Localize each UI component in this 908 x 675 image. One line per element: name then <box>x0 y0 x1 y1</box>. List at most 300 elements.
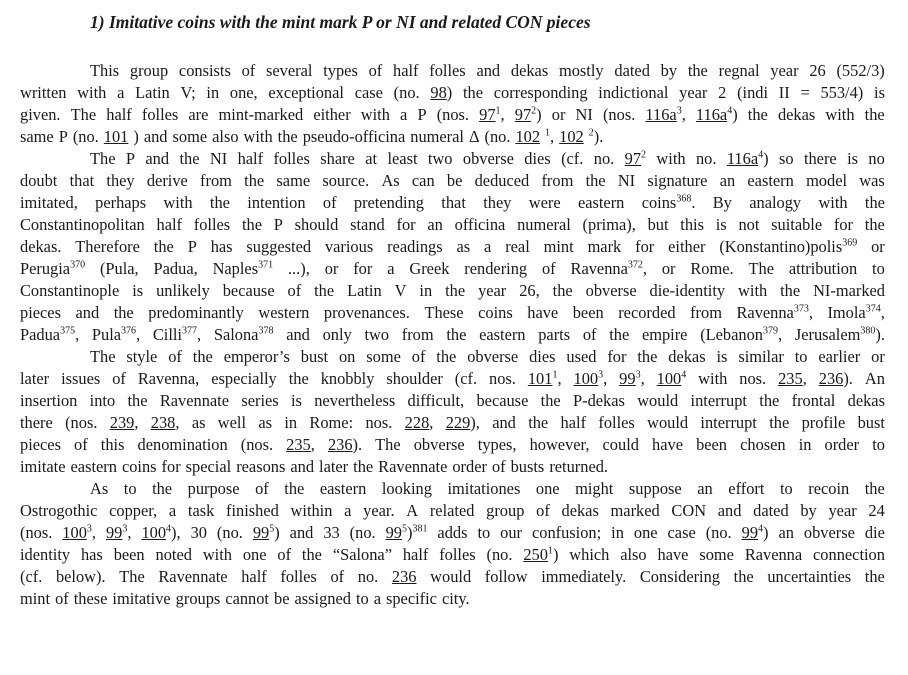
word: = <box>800 83 810 102</box>
catalogue-ref: 235 <box>778 369 803 388</box>
word: the <box>540 391 561 410</box>
word: within <box>290 501 333 520</box>
word: eastern <box>319 479 367 498</box>
word: of <box>287 281 302 300</box>
word: 235, <box>286 435 315 454</box>
word: the <box>244 171 265 190</box>
word: types, <box>477 435 517 454</box>
word: the <box>353 457 374 476</box>
catalogue-ref: 99 <box>385 523 402 542</box>
catalogue-ref: 100 <box>573 369 599 388</box>
word: nos. <box>489 369 516 388</box>
word: regnal <box>718 61 760 80</box>
word: emperor’s <box>223 347 290 366</box>
text-line <box>20 324 885 346</box>
word: Salona$^{378}$ <box>213 325 274 344</box>
word: in <box>206 83 220 102</box>
superscript: 1 <box>552 369 558 381</box>
word: Ravennate <box>159 391 230 410</box>
catalogue-ref: 98 <box>430 83 447 102</box>
word: cannot <box>225 589 269 608</box>
word: the <box>436 347 457 366</box>
word: By <box>712 193 732 212</box>
word: Greek <box>409 259 450 278</box>
word: is <box>715 215 727 234</box>
superscript: 4 <box>758 149 764 161</box>
word: into <box>89 391 116 410</box>
word: suppose <box>628 479 682 498</box>
word: mark <box>587 237 622 256</box>
word: As <box>90 479 109 498</box>
word: 33 <box>323 523 340 542</box>
word: by <box>800 501 817 520</box>
superscript: 5 <box>269 523 275 535</box>
body-text <box>20 60 885 610</box>
word: obverse <box>585 281 637 300</box>
word: (no. <box>72 127 99 146</box>
word: corresponding <box>493 83 588 102</box>
catalogue-ref: 102 <box>559 127 584 146</box>
catalogue-ref: 116a <box>695 105 728 124</box>
word: issues <box>61 369 101 388</box>
word: the <box>733 567 754 586</box>
word: special <box>185 457 232 476</box>
word: for <box>396 215 416 234</box>
word: later <box>20 369 50 388</box>
word: $99^5$) <box>252 523 280 542</box>
word: of <box>112 369 126 388</box>
word: of <box>277 545 292 564</box>
word: P <box>58 127 68 146</box>
superscript: 1 <box>545 127 551 139</box>
word: for <box>607 347 627 366</box>
word: Perugia$^{370}$ <box>20 259 86 278</box>
word: might <box>575 479 614 498</box>
superscript: 3 <box>86 523 92 535</box>
word: die-identity <box>649 281 726 300</box>
word: noted <box>155 545 192 564</box>
word: the <box>113 303 134 322</box>
word: P-dekas <box>573 391 625 410</box>
word: suitable <box>771 215 823 234</box>
word: obverse <box>413 435 465 454</box>
catalogue-ref: 100 <box>656 369 682 388</box>
word: imitative <box>112 589 171 608</box>
word: coins$^{368}$. <box>641 193 696 212</box>
word: been <box>696 435 728 454</box>
word: least <box>387 149 418 168</box>
word: dated <box>753 501 789 520</box>
word: which <box>569 545 610 564</box>
word: The <box>748 259 774 278</box>
word: were <box>528 193 561 212</box>
superscript: 3 <box>122 523 128 535</box>
word: Latin <box>135 83 170 102</box>
text-line <box>20 566 885 588</box>
word: has <box>210 237 233 256</box>
superscript: 379 <box>763 325 778 337</box>
word: have <box>527 303 559 322</box>
word: have <box>657 545 689 564</box>
word: of <box>241 61 256 80</box>
word: in <box>419 281 433 300</box>
word: is <box>874 83 885 102</box>
word: stand <box>350 215 385 234</box>
word: immediately. <box>541 567 627 586</box>
word: Δ <box>468 127 480 146</box>
word: coins <box>478 303 513 322</box>
word: but <box>647 215 669 234</box>
word: P <box>273 215 283 234</box>
word: there <box>20 413 53 432</box>
word: imitationes <box>447 479 521 498</box>
word: order <box>452 457 487 476</box>
word: the <box>301 545 322 564</box>
word: V; <box>180 83 196 102</box>
word: Naples$^{371}$ <box>212 259 274 278</box>
word: rendering <box>464 259 528 278</box>
word: of <box>55 589 69 608</box>
word: follow <box>484 567 528 586</box>
word: This <box>90 61 120 80</box>
catalogue-ref: 228 <box>404 413 430 432</box>
word: from <box>200 171 232 190</box>
word: the <box>179 149 200 168</box>
word: dies <box>529 347 556 366</box>
word: Ravennate <box>158 567 228 586</box>
word: would <box>647 413 689 432</box>
word: of <box>536 501 550 520</box>
catalogue-ref: 236 <box>327 435 353 454</box>
word: of <box>411 347 426 366</box>
word: confusion; <box>531 523 602 542</box>
word: style <box>126 347 158 366</box>
section-heading: 1) Imitative coins with the mint mark P or NI and related CON pieces <box>90 12 591 32</box>
superscript: 3 <box>598 369 604 381</box>
word: and <box>75 303 100 322</box>
text-line <box>20 544 885 566</box>
word: Ravennate <box>378 457 448 476</box>
text-line <box>20 280 885 302</box>
word: dekas <box>668 347 706 366</box>
word: copper, <box>109 501 158 520</box>
word: two <box>427 149 453 168</box>
word: frontal <box>791 391 836 410</box>
word: task <box>187 501 215 520</box>
word: was <box>859 171 885 190</box>
word: half <box>560 413 587 432</box>
word: this <box>100 435 125 454</box>
word: and <box>289 523 314 542</box>
superscript: 372 <box>627 259 643 271</box>
word: Ravenna$^{373}$, <box>736 303 813 322</box>
word: at <box>365 149 378 168</box>
word: the <box>864 567 885 586</box>
word: real <box>505 237 530 256</box>
word: folles <box>598 413 635 432</box>
word: well <box>217 413 247 432</box>
word: they <box>106 171 135 190</box>
word: (Lebanon$^{379}$, <box>700 325 783 344</box>
word: $100^3$, <box>62 523 96 542</box>
word: (no. <box>349 523 376 542</box>
word: a <box>387 259 395 278</box>
word: (indi <box>737 83 769 102</box>
word: Constantinople <box>20 281 120 300</box>
word: to <box>355 589 369 608</box>
word: (cf. <box>561 149 584 168</box>
catalogue-ref: 97 <box>514 105 532 124</box>
catalogue-ref: 229 <box>445 413 471 432</box>
word: 26, <box>519 281 540 300</box>
word: and <box>290 457 315 476</box>
word: in <box>284 413 298 432</box>
text-line <box>20 346 885 368</box>
word: difficult, <box>407 391 465 410</box>
word: for <box>833 215 854 234</box>
word: doubt <box>20 171 58 190</box>
word: this <box>680 215 704 234</box>
word: western <box>258 303 310 322</box>
word: Jerusalem$^{380}$). <box>794 325 885 344</box>
word: because <box>476 391 529 410</box>
word: folles <box>273 149 310 168</box>
word: (nos. <box>240 435 274 454</box>
word: the <box>127 391 148 410</box>
word: (Konstantino)polis$^{369}$ <box>719 237 858 256</box>
text-line <box>20 500 885 522</box>
word: Rome: <box>309 413 354 432</box>
word: nevertheless <box>314 391 396 410</box>
word: group <box>129 61 169 80</box>
word: $100^3$, <box>573 369 608 388</box>
word: half <box>237 149 264 168</box>
word: the <box>209 193 230 212</box>
word: unlikely <box>156 281 210 300</box>
word: purpose <box>187 479 240 498</box>
word: imitated, <box>20 193 78 212</box>
text-line <box>20 60 885 82</box>
word: series <box>241 391 279 410</box>
word: order <box>824 435 860 454</box>
word: from <box>690 303 722 322</box>
word: $99^3$, <box>619 369 645 388</box>
word: one <box>633 523 658 542</box>
word: interrupt <box>700 413 757 432</box>
word: similar <box>738 347 784 366</box>
word: 101 ) <box>103 127 139 146</box>
catalogue-ref: 236 <box>818 369 844 388</box>
word: and <box>476 61 501 80</box>
word: one, <box>229 83 258 102</box>
word: the <box>528 413 549 432</box>
word: our <box>500 523 523 542</box>
word: dies <box>524 149 551 168</box>
word: is <box>847 149 859 168</box>
word: parts <box>538 325 571 344</box>
word: several <box>266 61 313 80</box>
word: 98) <box>430 83 453 102</box>
word: with <box>738 281 768 300</box>
word: intention <box>247 193 306 212</box>
word: predominantly <box>148 303 244 322</box>
word: with <box>818 193 848 212</box>
word: the <box>769 413 790 432</box>
word: an <box>719 171 736 190</box>
word: for <box>161 457 181 476</box>
word: pseudo-officina <box>302 127 406 146</box>
word: An <box>864 369 885 388</box>
superscript: 375 <box>60 325 76 337</box>
word: year <box>828 501 857 520</box>
word: looking <box>381 479 432 498</box>
text-line <box>20 302 885 324</box>
word: dekas <box>777 105 816 124</box>
word: that <box>69 171 95 190</box>
superscript: 371 <box>258 259 274 271</box>
word: 553/4) <box>820 83 864 102</box>
word: of <box>541 259 556 278</box>
word: (nos. <box>436 105 470 124</box>
word: NI-marked <box>813 281 885 300</box>
word: also <box>620 545 647 564</box>
word: connection <box>813 545 885 564</box>
word: The <box>119 567 145 586</box>
word: either <box>313 105 351 124</box>
word: $97^2$) <box>514 105 542 124</box>
word: with <box>77 83 107 102</box>
word: only <box>322 325 352 344</box>
word: indictional <box>598 83 669 102</box>
catalogue-ref: 97 <box>624 149 642 168</box>
word: could <box>602 435 639 454</box>
superscript: 377 <box>182 325 198 337</box>
word: a <box>484 237 492 256</box>
word: on <box>338 347 356 366</box>
word: Padua$^{375}$, <box>20 325 80 344</box>
word: Padua, <box>153 259 198 278</box>
word: the <box>277 127 298 146</box>
word: NI <box>617 171 636 190</box>
word: and <box>717 501 742 520</box>
word: identity <box>20 545 71 564</box>
superscript: 1 <box>547 545 553 557</box>
word: (no. <box>486 545 513 564</box>
word: A <box>406 501 419 520</box>
superscript: 380 <box>860 325 876 337</box>
word: P <box>187 237 197 256</box>
word: an <box>778 523 794 542</box>
word: Pula$^{376}$, <box>91 325 141 344</box>
word: profile <box>801 413 846 432</box>
word: or <box>551 105 566 124</box>
word: deduced <box>474 171 530 190</box>
word: an <box>427 215 443 234</box>
catalogue-ref: 100 <box>141 523 167 542</box>
word: 102 $^2$). <box>559 127 604 146</box>
superscript: 369 <box>842 237 858 249</box>
word: and <box>145 149 170 168</box>
word: the <box>637 347 658 366</box>
word: P <box>125 149 135 168</box>
superscript: 373 <box>793 303 809 315</box>
word: or <box>324 259 339 278</box>
word: folles <box>429 61 466 80</box>
word: $97^1$, <box>479 105 505 124</box>
word: is <box>290 391 302 410</box>
word: the <box>747 105 768 124</box>
word: so <box>778 149 794 168</box>
text-line <box>20 170 885 192</box>
superscript: 2 <box>531 105 537 117</box>
catalogue-ref: 101 <box>527 369 553 388</box>
text-line <box>20 368 885 390</box>
text-line <box>20 258 885 280</box>
word: the <box>446 325 467 344</box>
word <box>392 566 417 588</box>
word: readings <box>387 237 443 256</box>
word: $116a^4$) <box>726 149 769 168</box>
word: no. <box>695 149 717 168</box>
word: As <box>381 171 400 190</box>
word: dated <box>614 61 650 80</box>
word: pretending <box>353 193 424 212</box>
word: of <box>368 61 383 80</box>
word: 239, <box>109 413 139 432</box>
word: source. <box>322 171 370 190</box>
word: the <box>152 479 173 498</box>
word: two <box>364 325 390 344</box>
word: the <box>192 347 213 366</box>
word: a <box>117 83 125 102</box>
word: the <box>241 215 262 234</box>
word: has <box>80 545 103 564</box>
word: pieces <box>20 435 61 454</box>
word: half <box>156 215 182 234</box>
word: as <box>456 237 471 256</box>
word: be <box>274 589 290 608</box>
word: 235, <box>778 369 807 388</box>
word: should <box>294 215 339 234</box>
word <box>657 368 687 390</box>
word: with <box>825 105 855 124</box>
word: recoin <box>808 479 850 498</box>
word: the <box>780 281 801 300</box>
word: of <box>491 457 506 476</box>
word: attribution <box>788 259 858 278</box>
text-line <box>20 104 885 126</box>
word: specific <box>385 589 437 608</box>
text-line <box>20 456 885 478</box>
word: 229), <box>445 413 480 432</box>
superscript: 2 <box>641 149 647 161</box>
word: written <box>20 83 67 102</box>
word: mint <box>20 589 51 608</box>
word: the <box>864 193 885 212</box>
word: pieces <box>20 303 61 322</box>
text-line <box>20 478 885 500</box>
word: earlier <box>818 347 861 366</box>
word: nos. <box>365 413 393 432</box>
word: (prima), <box>582 215 636 234</box>
word: eastern <box>577 193 625 212</box>
superscript: 381 <box>412 523 428 535</box>
word: effort <box>728 479 765 498</box>
word: Ostrogothic <box>20 501 98 520</box>
catalogue-ref: 250 <box>523 545 548 564</box>
word: year <box>679 83 708 102</box>
word: bust <box>300 347 329 366</box>
